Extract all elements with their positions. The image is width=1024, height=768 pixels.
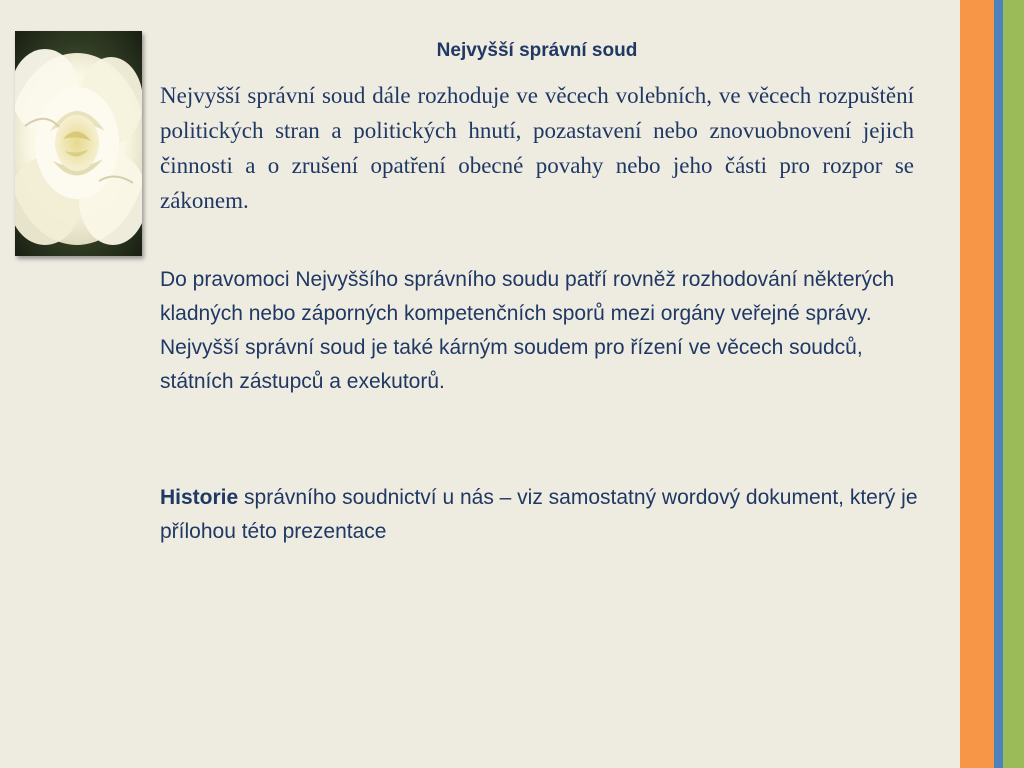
orange-stripe (960, 0, 994, 768)
rose-icon (15, 31, 142, 256)
paragraph-history (160, 481, 920, 549)
slide-title: Nejvyšší správní soud (436, 40, 638, 61)
history-label: Historie (160, 486, 239, 509)
blue-stripe (994, 0, 1003, 768)
paragraph-competence-disputes: Do pravomoci Nejvyššího správního soudu patří rovněž rozhodování některých kladných nebo záporných kompetenčních sporů mezi orgány veřejné správy. Nejvyšší správní soud je také kárným soudem pro řízení ve věcech soudců, státních zástupců a exekutorů. (160, 268, 895, 393)
paragraph-election-matters: Nejvyšší správní soud dále rozhoduje ve věcech volebních, ve věcech rozpuštění politických stran a politických hnutí, pozastavení nebo znovuobnovení jejich činnosti a o zrušení opatření obecné povahy nebo jeho části pro rozpor se zákonem. (160, 83, 914, 213)
decorative-stripes (960, 0, 1024, 768)
white-rose-photo (15, 31, 142, 256)
history-text: správního soudnictví u nás – viz samostatný wordový dokument, který je přílohou této prezentace (160, 486, 918, 543)
green-stripe (1003, 0, 1024, 768)
